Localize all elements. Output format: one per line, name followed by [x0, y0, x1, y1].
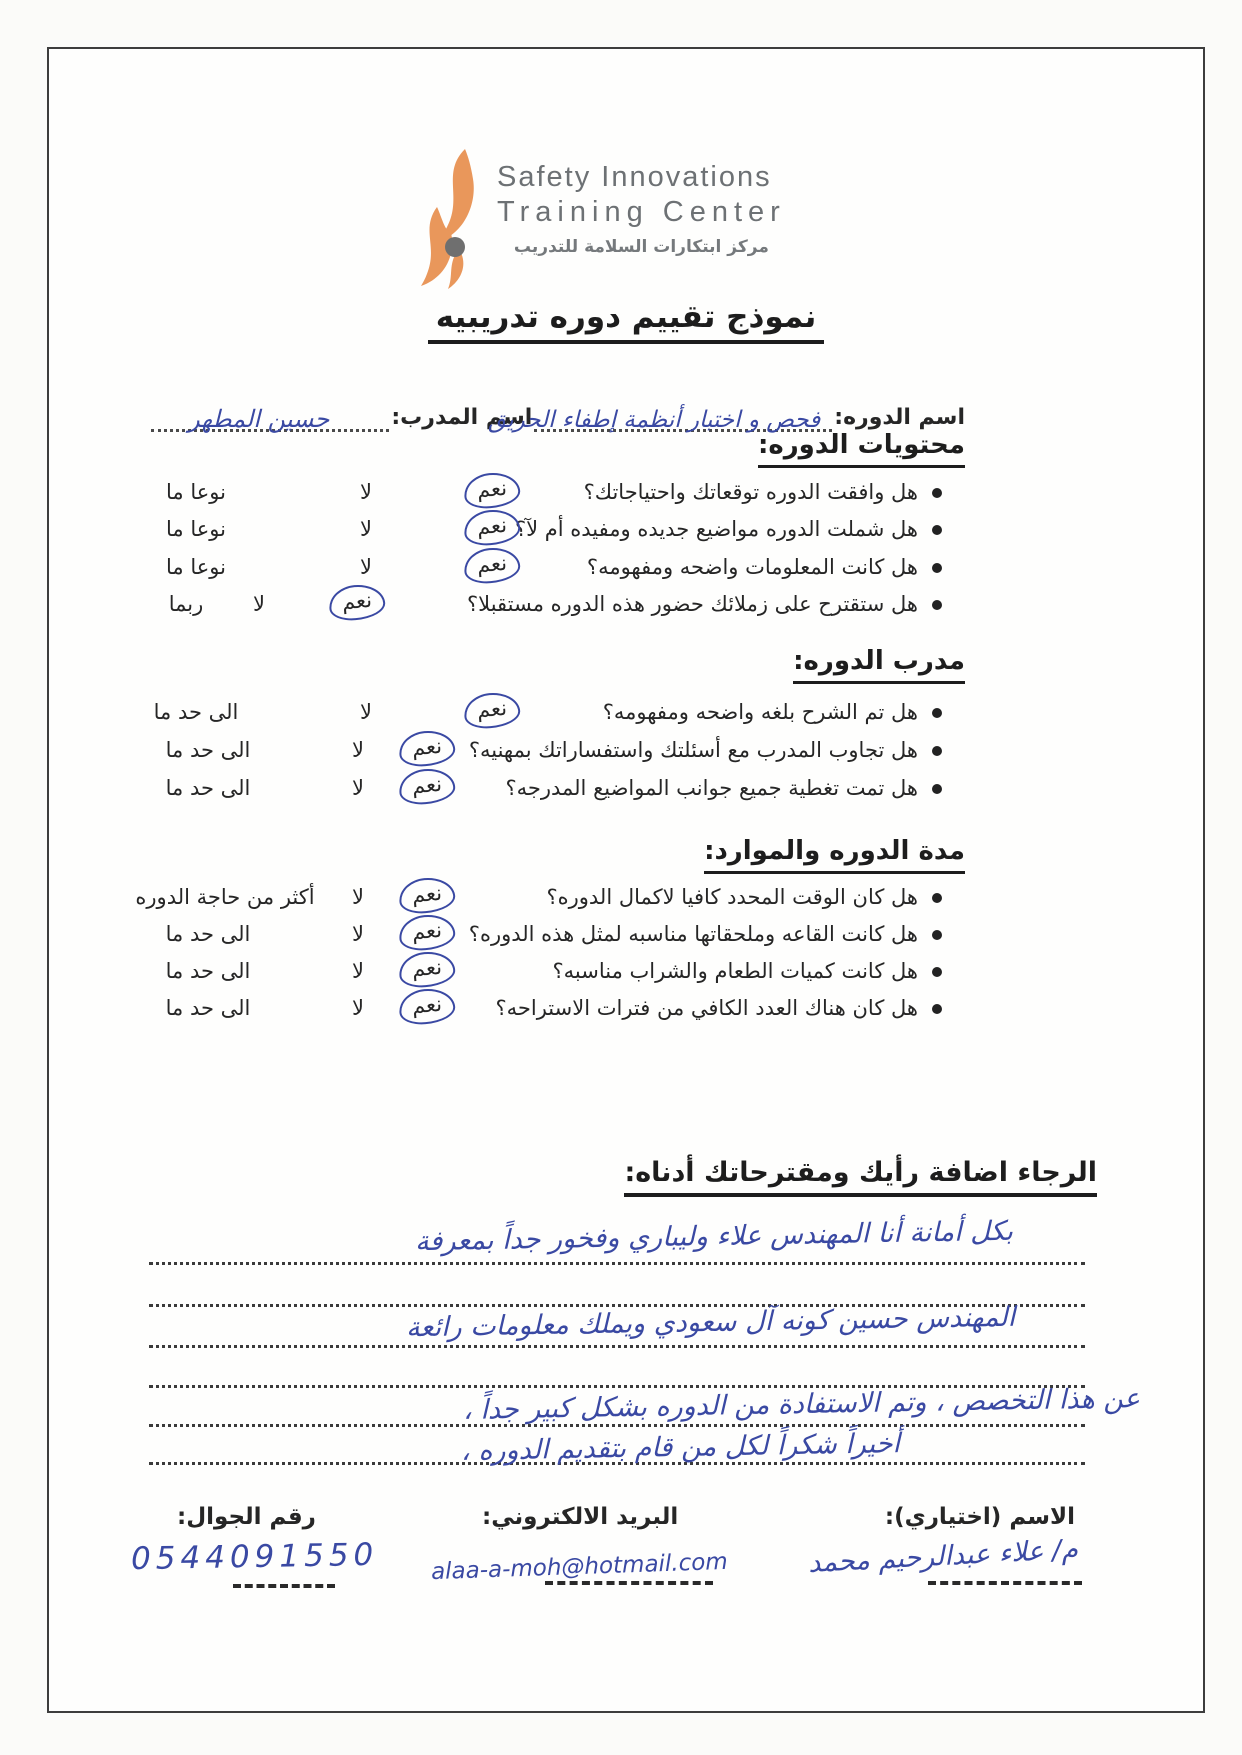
logo-text: [497, 147, 786, 257]
option-no[interactable]: لا: [360, 480, 372, 504]
logo-name-line2: Training Center: [497, 196, 786, 228]
option-no[interactable]: لا: [352, 959, 364, 983]
option-no[interactable]: لا: [253, 592, 265, 616]
bullet-icon: [932, 600, 942, 610]
option-yes-selected[interactable]: نعم: [398, 767, 457, 807]
question-text: هل ستقترح على زملائك حضور هذه الدوره مستقبلا؟: [467, 592, 918, 616]
form-title: نموذج تقييم دوره تدريبيه: [428, 299, 825, 344]
question-text: هل شملت الدوره مواضيع جديده ومفيده أم لآ؟: [514, 517, 918, 541]
question-row: [49, 693, 1203, 731]
option-no[interactable]: لا: [352, 996, 364, 1020]
bullet-icon: [932, 708, 942, 718]
bullet-icon: [932, 1004, 942, 1014]
question-text: هل كانت كميات الطعام والشراب مناسبه؟: [552, 959, 918, 983]
course-info-line: [149, 394, 965, 432]
email-label: البريد الالكتروني:: [482, 1504, 679, 1530]
form-page-border: [47, 47, 1205, 1713]
question-text: هل تمت تغطية جميع جوانب المواضيع المدرجه؟: [505, 776, 918, 800]
question-row: [49, 473, 1203, 511]
option-yes-selected[interactable]: نعم: [463, 691, 522, 731]
handwritten-comment: بكل أمانة أنا المهندس علاء وليباري وفخور جداً بمعرفة: [414, 1215, 1014, 1258]
bullet-icon: [932, 746, 942, 756]
option-alt[interactable]: أكثر من حاجة الدوره: [135, 885, 315, 909]
option-alt[interactable]: ربما: [168, 592, 204, 616]
question-text: هل تجاوب المدرب مع أسئلتك واستفساراتك بمهنيه؟: [468, 738, 918, 762]
question-text: هل وافقت الدوره توقعاتك واحتياجاتك؟: [583, 480, 918, 504]
comment-line[interactable]: [149, 1262, 1085, 1265]
question-row: [49, 989, 1203, 1027]
question-row: [49, 548, 1203, 586]
option-alt[interactable]: نوعا ما: [166, 480, 226, 504]
option-no[interactable]: لا: [360, 555, 372, 579]
option-no[interactable]: لا: [352, 738, 364, 762]
course-name-handwritten: فحص و اختبار أنظمة إطفاء الحريق: [488, 407, 821, 433]
flame-icon: [415, 147, 481, 289]
question-row: [49, 769, 1203, 807]
option-yes-selected[interactable]: نعم: [398, 987, 457, 1027]
handwritten-comment: أخيراً شكراً لكل من قام بتقديم الدوره ،: [460, 1428, 901, 1467]
phone-field-handwritten[interactable]: 0544091550: [130, 1536, 379, 1578]
name-field-handwritten[interactable]: م/ علاء عبدالرحيم محمد: [807, 1533, 1079, 1580]
option-alt[interactable]: الى حد ما: [165, 922, 251, 946]
course-name-field[interactable]: [488, 394, 832, 433]
name-underline: [928, 1581, 1082, 1585]
handwritten-comment: المهندس حسين كونه آل سعودي ويملك معلومات رائعة: [405, 1301, 1016, 1344]
question-row: [49, 952, 1203, 990]
question-text: هل كانت المعلومات واضحه ومفهومه؟: [586, 555, 918, 579]
question-text: هل كان هناك العدد الكافي من فترات الاستراحه؟: [495, 996, 918, 1020]
phone-label: رقم الجوال:: [177, 1504, 316, 1530]
section-title-contents: محتويات الدوره:: [758, 430, 965, 468]
option-alt[interactable]: الى حد ما: [153, 700, 239, 724]
question-row: [49, 585, 1203, 623]
option-yes-selected[interactable]: نعم: [398, 729, 457, 769]
question-text: هل تم الشرح بلغه واضحه ومفهومه؟: [602, 700, 918, 724]
option-alt[interactable]: الى حد ما: [165, 738, 251, 762]
logo-name-arabic: مركز ابتكارات السلامة للتدريب: [513, 237, 769, 257]
option-yes-selected[interactable]: نعم: [463, 471, 522, 511]
bullet-icon: [932, 488, 942, 498]
bullet-icon: [932, 784, 942, 794]
question-text: هل كانت القاعه وملحقاتها مناسبه لمثل هذه الدوره؟: [468, 922, 918, 946]
option-alt[interactable]: الى حد ما: [165, 959, 251, 983]
bullet-icon: [932, 930, 942, 940]
option-alt[interactable]: الى حد ما: [165, 996, 251, 1020]
bullet-icon: [932, 525, 942, 535]
section-title-instructor: مدرب الدوره:: [793, 646, 965, 684]
question-row: [49, 878, 1203, 916]
option-no[interactable]: لا: [352, 776, 364, 800]
option-alt[interactable]: نوعا ما: [166, 517, 226, 541]
logo-name-line1: Safety Innovations: [497, 161, 772, 193]
question-text: هل كان الوقت المحدد كافيا لاكمال الدوره؟: [546, 885, 918, 909]
option-yes-selected[interactable]: نعم: [398, 913, 457, 953]
course-name-label: اسم الدوره:: [834, 405, 965, 430]
bullet-icon: [932, 563, 942, 573]
question-row: [49, 915, 1203, 953]
instructor-field[interactable]: [151, 394, 389, 432]
option-alt[interactable]: الى حد ما: [165, 776, 251, 800]
instructor-label: اسم المدرب:: [391, 405, 533, 430]
phone-underline: [233, 1584, 335, 1588]
section-title-duration: مدة الدوره والموارد:: [704, 836, 965, 874]
email-field-handwritten[interactable]: alaa-a-moh@hotmail.com: [430, 1548, 729, 1586]
bullet-icon: [932, 967, 942, 977]
email-underline: [545, 1581, 713, 1585]
question-row: [49, 731, 1203, 769]
comment-line[interactable]: [149, 1345, 1085, 1348]
option-yes-selected[interactable]: نعم: [463, 546, 522, 586]
comment-line[interactable]: [149, 1424, 1085, 1427]
comments-heading: الرجاء اضافة رأيك ومقترحاتك أدناه:: [624, 1157, 1097, 1197]
option-yes-selected[interactable]: نعم: [398, 950, 457, 990]
option-no[interactable]: لا: [360, 517, 372, 541]
logo: [415, 147, 786, 289]
bullet-icon: [932, 893, 942, 903]
option-no[interactable]: لا: [352, 885, 364, 909]
option-yes-selected[interactable]: نعم: [463, 508, 522, 548]
option-no[interactable]: لا: [360, 700, 372, 724]
option-yes-selected[interactable]: نعم: [398, 876, 457, 916]
option-alt[interactable]: نوعا ما: [166, 555, 226, 579]
question-row: [49, 510, 1203, 548]
instructor-handwritten: حسين المطهر: [188, 405, 330, 433]
option-no[interactable]: لا: [352, 922, 364, 946]
name-label: الاسم (اختياري):: [884, 1504, 1075, 1530]
handwritten-comment: عن هذا التخصص ، وتم الاستفادة من الدوره بشكل كبير جداً ،: [462, 1383, 1141, 1426]
option-yes-selected[interactable]: نعم: [328, 583, 387, 623]
